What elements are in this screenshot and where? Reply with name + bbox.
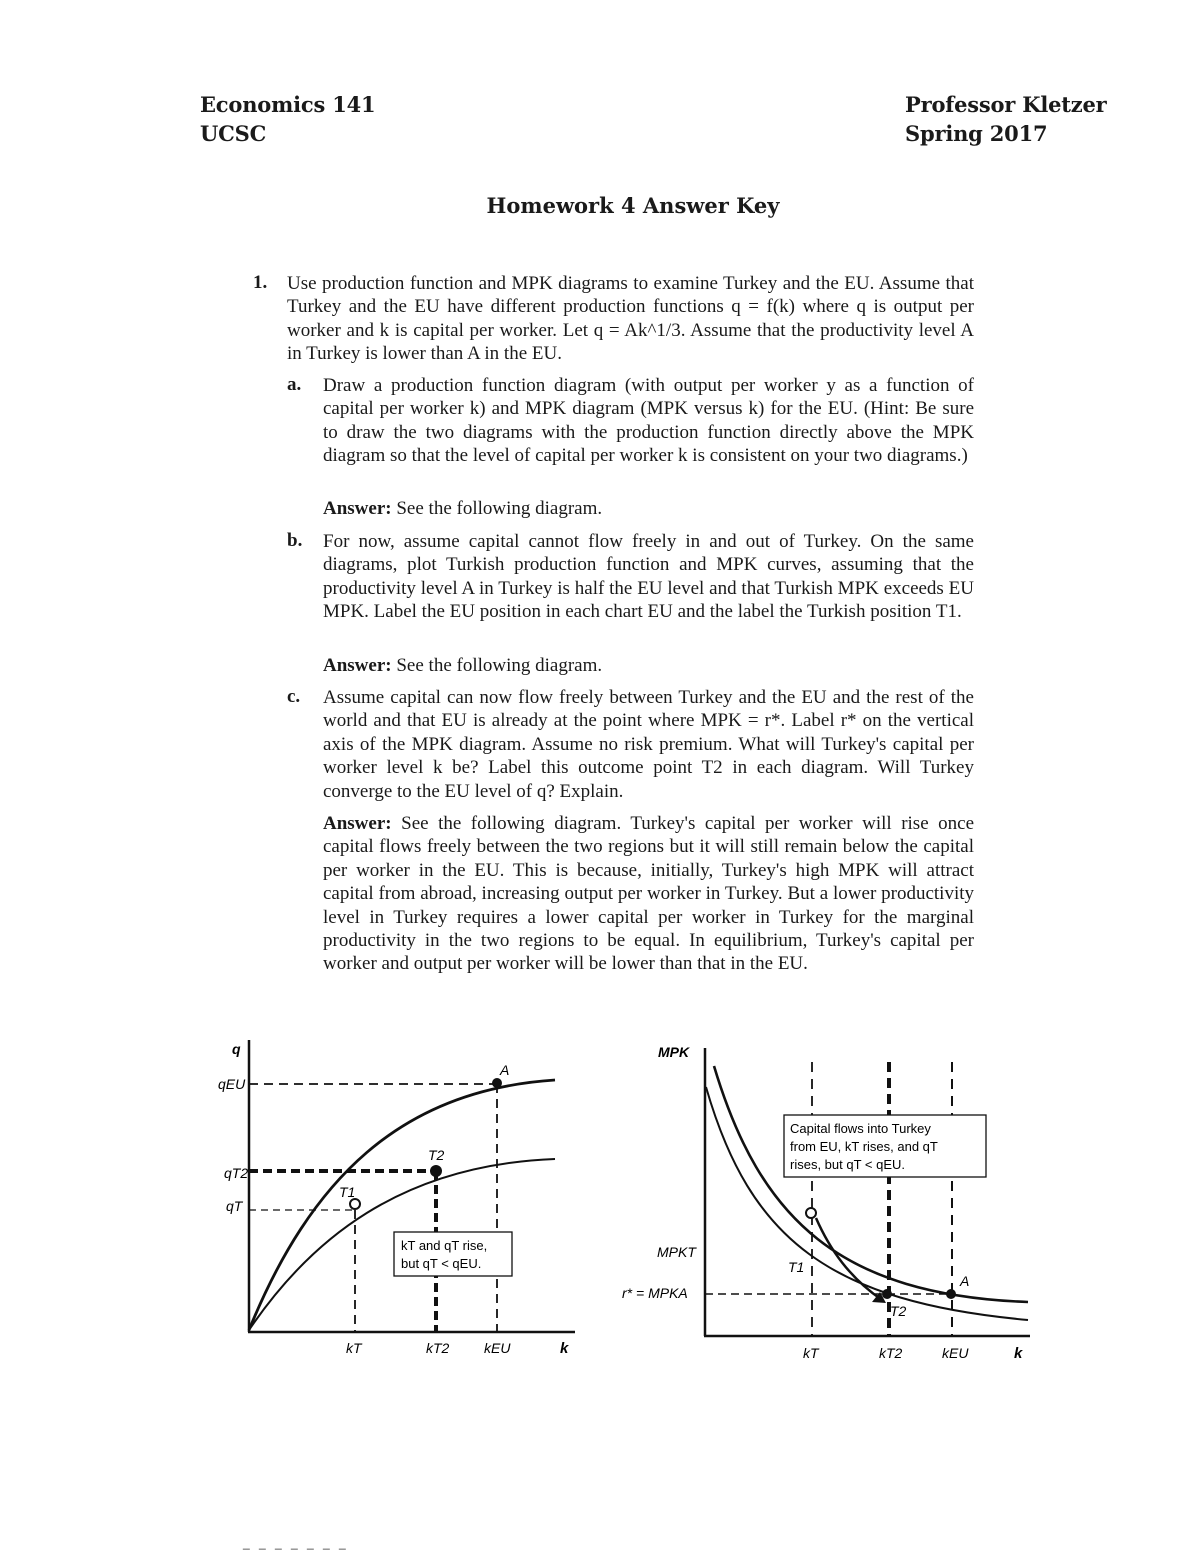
answer-label: Answer:	[323, 813, 392, 834]
answer-label: Answer:	[323, 498, 392, 519]
note-line-1: kT and qT rise,	[401, 1238, 488, 1253]
answer-text: See the following diagram.	[396, 655, 603, 676]
note-line-1: Capital flows into Turkey	[790, 1121, 931, 1136]
point-a-label: A	[500, 1062, 510, 1078]
x-label-kt2: kT2	[426, 1340, 450, 1356]
part-c-answer	[323, 812, 974, 976]
answer-text: See the following diagram. Turkey's capital per worker will rise once capital flows freely between the two regions but it will still remain below the capital per worker in the EU. This is because, initially, Turkey's high MPK will attract capital from abroad, increasing output per worker in Turkey. But a lower productivity level in Turkey requires a lower capital per worker in Turkey for the marginal productivity in the two regions to be equal. In equilibrium, Turkey's capital per worker and output per worker will be lower than that in the EU.	[323, 813, 975, 975]
point-a-label: A	[960, 1273, 970, 1289]
eu-mpk-curve	[714, 1066, 1028, 1302]
x-label-keu: kEU	[942, 1345, 969, 1361]
part-c-label: c.	[287, 686, 301, 707]
point-a-marker	[946, 1289, 956, 1299]
part-a-text: Draw a production function diagram (with output per worker y as a function of capital per worker k) and MPK diagram (MPK versus k) for the EU. (Hint: Be sure to draw the two diagrams with the production function directly above the MPK diagram so that the level of capital per worker k is consistent on your two diagrams.)	[323, 375, 974, 467]
part-c-text: Assume capital can now flow freely between Turkey and the EU and the rest of the world and that EU is already at the point where MPK = r*. Label r* on the vertical axis of the MPK diagram. Assume no risk premium. What will Turkey's capital per worker level k be? Label this outcome point T2 in each diagram. Will Turkey converge to the EU level of q? Explain.	[323, 687, 974, 802]
school-name: UCSC	[200, 121, 267, 146]
question-text: Use production function and MPK diagrams to examine Turkey and the EU. Assume that Turkey and the EU have different production functions q = f(k) where q is output per worker and k is capital per worker. Let q = Ak^1/3. Assume that the productivity level A in Turkey is lower than A in the EU.	[287, 273, 974, 365]
term: Spring 2017	[905, 121, 1048, 146]
point-t1-marker	[350, 1199, 360, 1209]
page-title: Homework 4 Answer Key	[486, 193, 780, 218]
y-label-qt: qT	[226, 1198, 243, 1214]
x-axis-label: k	[1014, 1345, 1023, 1362]
y-label-qeu: qEU	[218, 1076, 246, 1092]
answer-label: Answer:	[323, 655, 392, 676]
point-t1-label: T1	[788, 1259, 805, 1275]
professor-name: Professor Kletzer	[905, 92, 1107, 117]
x-label-kt2: kT2	[879, 1345, 903, 1361]
part-a-label: a.	[287, 374, 302, 395]
footer-rule: _ _ _ _ _ _ _	[243, 1536, 349, 1550]
point-t2-marker	[430, 1165, 442, 1177]
part-b-answer	[323, 655, 602, 677]
x-label-keu: kEU	[484, 1340, 511, 1356]
note-line-3: rises, but qT < qEU.	[790, 1157, 906, 1172]
answer-text: See the following diagram.	[396, 498, 603, 519]
note-line-2: from EU, kT rises, and qT	[790, 1139, 938, 1154]
production-function-diagram	[200, 1030, 600, 1370]
mpk-diagram	[600, 1040, 1040, 1380]
point-t1-label: T1	[339, 1184, 356, 1200]
point-t2-marker	[882, 1289, 892, 1299]
x-label-kt: kT	[803, 1345, 819, 1361]
point-t2-label: T2	[890, 1303, 907, 1319]
y-label-qt2: qT2	[224, 1165, 249, 1181]
question-number: 1.	[253, 272, 268, 293]
eu-production-curve	[249, 1080, 555, 1330]
note-line-2: but qT < qEU.	[401, 1256, 482, 1271]
y-axis-label: MPK	[658, 1044, 690, 1060]
course-name: Economics 141	[200, 92, 376, 117]
x-axis-label: k	[560, 1340, 569, 1357]
point-a-marker	[492, 1078, 502, 1088]
point-t2-label: T2	[428, 1147, 445, 1163]
part-a-answer	[323, 498, 602, 520]
x-label-kt: kT	[346, 1340, 362, 1356]
part-b-label: b.	[287, 530, 303, 551]
point-t1-marker	[806, 1208, 816, 1218]
y-axis-label: q	[232, 1041, 241, 1057]
y-label-r-star: r* = MPKA	[622, 1285, 688, 1301]
part-b-text: For now, assume capital cannot flow freely in and out of Turkey. On the same diagrams, plot Turkish production function and MPK curves, assuming that the productivity level A in Turkey is half the EU level and that Turkish MPK exceeds EU MPK. Label the EU position in each chart EU and the label the Turkish position T1.	[323, 531, 974, 623]
y-label-mpkt: MPKT	[657, 1244, 696, 1260]
